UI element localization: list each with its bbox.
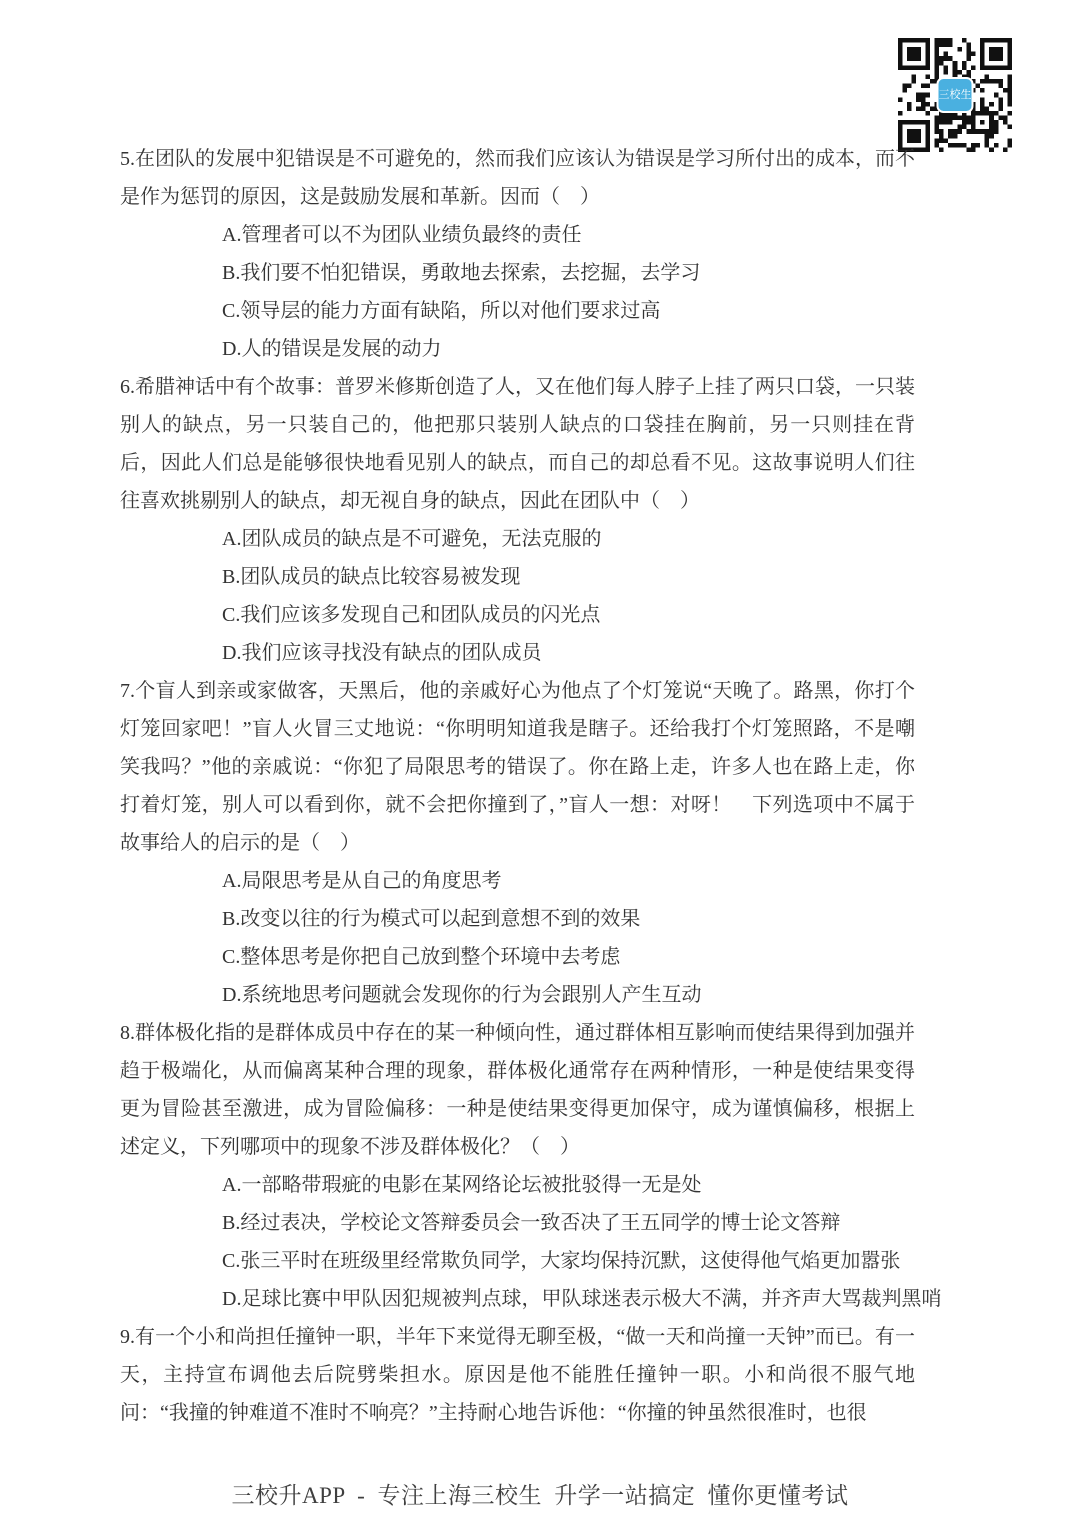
question-option: C.我们应该多发现自己和团队成员的闪光点 xyxy=(222,604,601,626)
question-6 xyxy=(120,368,915,672)
question-option: A.团队成员的缺点是不可避免，无法克服的 xyxy=(222,528,602,550)
question-8 xyxy=(120,1014,942,1318)
question-option: D.系统地思考问题就会发现你的行为会跟别人产生互动 xyxy=(222,984,702,1006)
question-list xyxy=(120,140,942,1432)
question-option: B.我们要不怕犯错误，勇敢地去探索，去挖掘，去学习 xyxy=(222,262,701,284)
question-option: D.足球比赛中甲队因犯规被判点球，甲队球迷表示极大不满，并齐声大骂裁判黑哨 xyxy=(222,1288,942,1310)
question-stem: 6.希腊神话中有个故事：普罗米修斯创造了人，又在他们每人脖子上挂了两只口袋，一只装别人的缺点，另一只装自己的，他把那只装别人缺点的口袋挂在胸前，另一只则挂在背后，因此人们总是能够很快地看见别人的缺点，而自己的却总看不见。这故事说明人们往往喜欢挑剔别人的缺点，却无视自身的缺点，因此在团队中（ ） xyxy=(120,376,915,512)
qr-logo-text: 三校生 xyxy=(938,88,972,101)
question-stem: 7.个盲人到亲或家做客，天黑后，他的亲戚好心为他点了个灯笼说“天晚了。路黑，你打个灯笼回家吧！”盲人火冒三丈地说：“你明明知道我是瞎子。还给我打个灯笼照路，不是嘲笑我吗？”他的亲戚说：“你犯了局限思考的错误了。你在路上走，许多人也在路上走，你打着灯笼，别人可以看到你，就不会把你撞到了，”盲人一想：对呀！ 下列选项中不属于故事给人的启示的是（ ） xyxy=(120,680,915,854)
question-option: C.张三平时在班级里经常欺负同学，大家均保持沉默，这使得他气焰更加嚣张 xyxy=(222,1250,901,1272)
question-option: B.改变以往的行为模式可以起到意想不到的效果 xyxy=(222,908,641,930)
question-option: A.局限思考是从自己的角度思考 xyxy=(222,870,502,892)
question-7 xyxy=(120,672,915,1014)
question-option: C.整体思考是你把自己放到整个环境中去考虑 xyxy=(222,946,621,968)
footer-text: 三校升APP - 专注上海三校生 升学一站搞定 懂你更懂考试 xyxy=(231,1483,849,1508)
question-option: B.经过表决，学校论文答辩委员会一致否决了王五同学的博士论文答辩 xyxy=(222,1212,841,1234)
question-stem: 5.在团队的发展中犯错误是不可避免的，然而我们应该认为错误是学习所付出的成本，而不是作为惩罚的原因，这是鼓励发展和革新。因而（ ） xyxy=(120,148,915,208)
qr-code xyxy=(898,38,1012,152)
question-9 xyxy=(120,1318,915,1432)
question-option: D.我们应该寻找没有缺点的团队成员 xyxy=(222,642,542,664)
question-option: B.团队成员的缺点比较容易被发现 xyxy=(222,566,521,588)
question-5 xyxy=(120,140,915,368)
question-option: D.人的错误是发展的动力 xyxy=(222,338,442,360)
question-option: C.领导层的能力方面有缺陷，所以对他们要求过高 xyxy=(222,300,661,322)
question-option: A.管理者可以不为团队业绩负最终的责任 xyxy=(222,224,582,246)
question-stem: 9.有一个小和尚担任撞钟一职，半年下来觉得无聊至极，“做一天和尚撞一天钟”而已。有一天，主持宣布调他去后院劈柴担水。原因是他不能胜任撞钟一职。小和尚很不服气地问：“我撞的钟难道不准时不响亮？”主持耐心地告诉他：“你撞的钟虽然很准时，也很 xyxy=(120,1326,915,1424)
footer xyxy=(0,1481,1080,1511)
question-option: A.一部略带瑕疵的电影在某网络论坛被批驳得一无是处 xyxy=(222,1174,702,1196)
qr-logo xyxy=(937,77,974,113)
question-stem: 8.群体极化指的是群体成员中存在的某一种倾向性，通过群体相互影响而使结果得到加强并趋于极端化，从而偏离某种合理的现象，群体极化通常存在两种情形，一种是使结果变得更为冒险甚至激进，成为冒险偏移：一种是使结果变得更加保守，成为谨慎偏移，根据上述定义，下列哪项中的现象不涉及群体极化？（ ） xyxy=(120,1022,915,1158)
